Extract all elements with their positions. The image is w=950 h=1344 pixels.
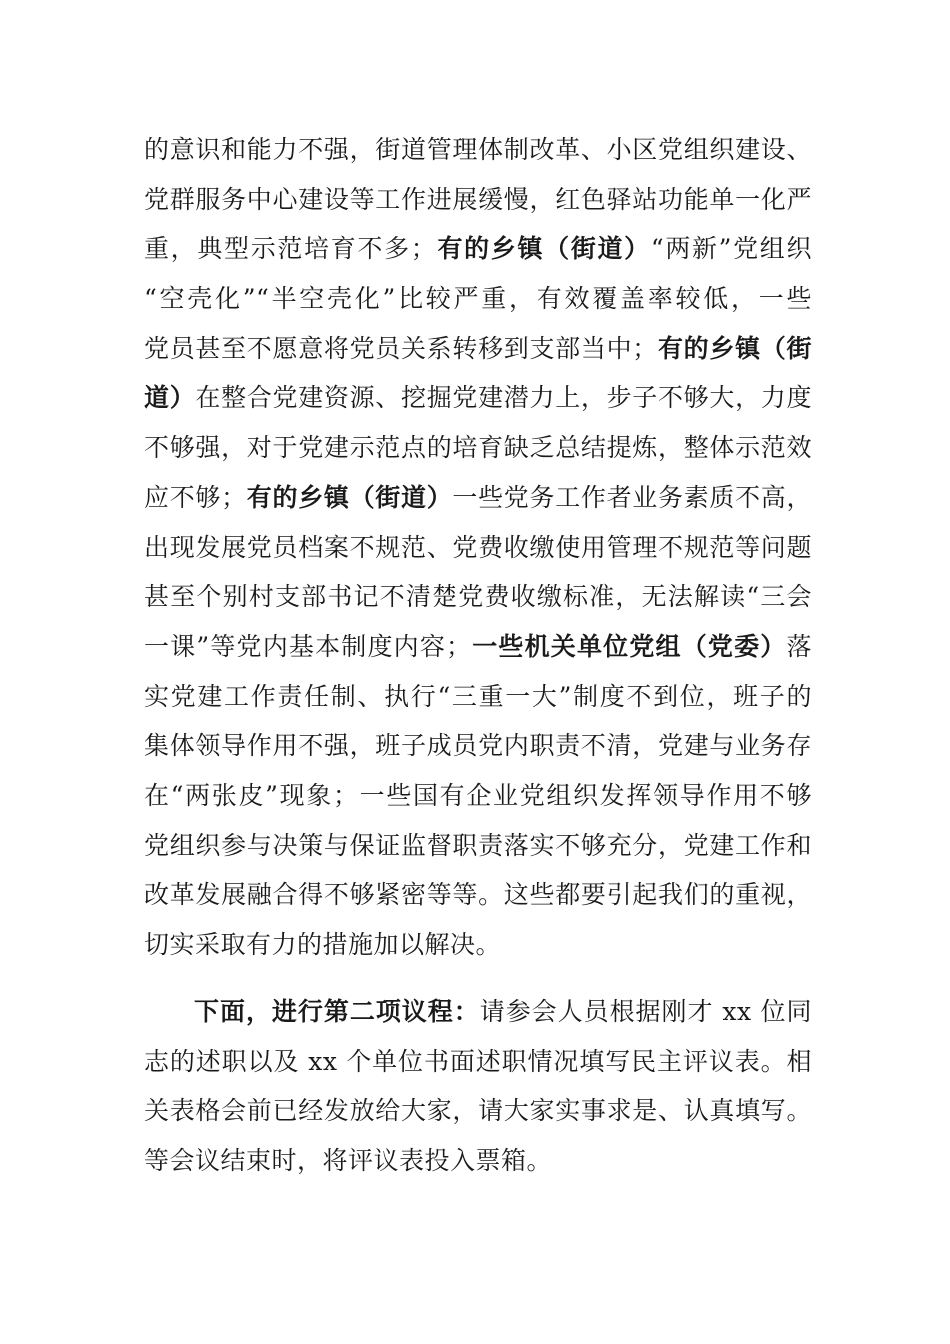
bold-text-run: 道） [144, 383, 196, 413]
text-line [144, 987, 812, 1037]
paragraph-1 [144, 125, 812, 970]
bold-text-run: 有的乡镇（街 [657, 333, 812, 363]
text-run: 出现发展党员档案不规范、党费收缴使用管理不规范等问题 [144, 532, 812, 562]
text-run: 一课”等党内基本制度内容； [144, 631, 472, 661]
text-run: 改革发展融合得不够紧密等等。这些都要引起我们的重视， [144, 880, 812, 910]
text-line [144, 920, 812, 970]
text-line [144, 125, 812, 175]
text-line [144, 423, 812, 473]
text-run: “两新”党组织 [650, 234, 812, 264]
text-line [144, 373, 812, 423]
text-line [144, 1037, 812, 1087]
text-run: 等会议结束时，将评议表投入票箱。 [144, 1146, 553, 1176]
text-run: 关表格会前已经发放给大家，请大家实事求是、认真填写。 [144, 1096, 812, 1126]
text-line [144, 274, 812, 324]
text-run: 的意识和能力不强，街道管理体制改革、小区党组织建设、 [144, 135, 812, 164]
text-run: 请参会人员根据刚才 xx 位同 [479, 997, 812, 1026]
text-run: 党组织参与决策与保证监督职责落实不够充分，党建工作和 [144, 830, 812, 860]
text-line [144, 572, 812, 622]
bold-text-run: 下面，进行第二项议程： [194, 997, 480, 1026]
text-run: 甚至个别村支部书记不清楚党费收缴标准，无法解读“三会 [144, 582, 812, 612]
bold-text-run: 有的乡镇（街道） [436, 234, 651, 264]
text-line [144, 1136, 812, 1186]
text-run: 在整合党建资源、挖掘党建潜力上，步子不够大，力度 [195, 383, 812, 413]
text-run: 集体领导作用不强，班子成员党内职责不清，党建与业务存 [144, 731, 812, 761]
text-run: 应不够； [144, 482, 247, 512]
text-run: 志的述职以及 xx 个单位书面述职情况填写民主评议表。相 [144, 1046, 812, 1076]
text-run: 一些党务工作者业务素质不高， [452, 482, 812, 512]
text-run: 重，典型示范培育不多； [144, 234, 437, 264]
text-line [144, 622, 812, 672]
bold-text-run: 有的乡镇（街道） [246, 482, 453, 512]
text-run: 不够强，对于党建示范点的培育缺乏总结提炼，整体示范效 [144, 433, 812, 463]
text-line [144, 523, 812, 573]
text-line [144, 1086, 812, 1136]
text-line [144, 821, 812, 871]
bold-text-run: 一些机关单位党组（党委） [471, 631, 787, 661]
text-run: 党员甚至不愿意将党员关系转移到支部当中； [144, 333, 658, 363]
text-run: 实党建工作责任制、执行“三重一大”制度不到位，班子的 [144, 681, 812, 711]
text-run: 落 [786, 631, 812, 661]
text-run: 党群服务中心建设等工作进展缓慢，红色驿站功能单一化严 [144, 184, 812, 214]
text-line [144, 672, 812, 722]
text-line [144, 721, 812, 771]
text-line [144, 224, 812, 274]
text-line [144, 771, 812, 821]
text-run: 在“两张皮”现象；一些国有企业党组织发挥领导作用不够 [144, 780, 812, 810]
text-line [144, 870, 812, 920]
text-line [144, 473, 812, 523]
text-line [144, 324, 812, 374]
text-run: “空壳化”“半空壳化”比较严重，有效覆盖率较低，一些 [144, 284, 812, 314]
text-line [144, 175, 812, 225]
text-run: 切实采取有力的措施加以解决。 [144, 930, 502, 959]
paragraph-2 [144, 987, 812, 1186]
